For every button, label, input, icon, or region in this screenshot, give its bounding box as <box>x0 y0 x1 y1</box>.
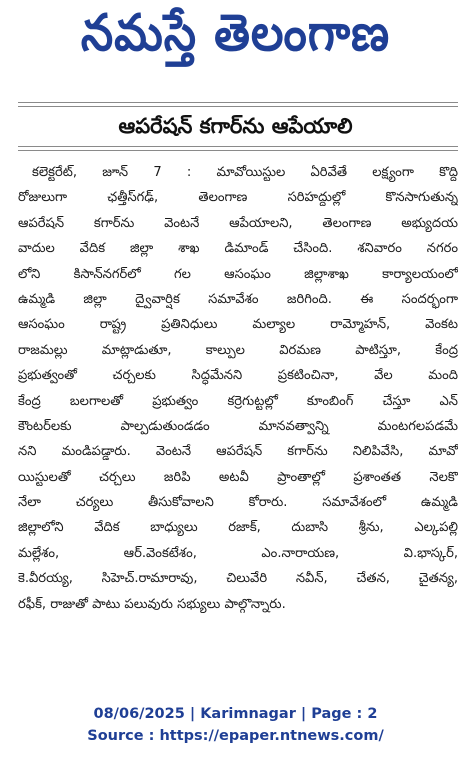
article-line: కె.వీరయ్య, సిహెచ్.రామారావు, చిలువేరి నవీన్, చేతన, చైతన్య, <box>18 571 458 587</box>
article-line: నని మండిపడ్డారు. వెంటనే ఆపరేషన్ కగార్‌ను నిలిపివేసి, మావో <box>18 444 458 460</box>
masthead-title: నమస్తే తెలంగాణ <box>80 2 391 63</box>
article-line: కౌంటర్‌లకు పాల్పడుతుండడం మానవత్వాన్ని మంటగలపడమే <box>18 418 458 434</box>
article-line: లోని కిసాన్‌నగర్‌లో గల ఆసంఘం జిల్లాశాఖ కార్యాలయంలో <box>18 266 458 282</box>
article-line: రోజులుగా ఛత్తీస్‌గఢ్, తెలంగాణ సరిహద్దుల్లో కొనసాగుతున్న <box>18 190 458 206</box>
article-line: ప్రభుత్వంతో చర్చలకు సిద్ధమేనని ప్రకటించినా, వేల మంది <box>18 368 458 384</box>
footer-source-link[interactable]: Source : https://epaper.ntnews.com/ <box>87 728 384 744</box>
article-line: ఆసంఘం రాష్ట్ర ప్రతినిధులు మల్యాల రామ్మోహన్, వెంకట <box>18 317 458 333</box>
article-line: కేంద్ర బలగాలతో ప్రభుత్వం కర్రెగుట్టల్లో కూంబింగ్ చేస్తూ ఎన్ <box>18 393 458 409</box>
article-line: రాజమల్లు మాట్లాడుతూ, కాల్పుల విరమణ పాటిస్తూ, కేంద్ర <box>18 342 458 358</box>
article-headline: ఆపరేషన్ కగార్‌ను ఆపేయాలి <box>118 114 353 138</box>
article-line: నేలా చర్యలు తీసుకోవాలని కోరారు. సమావేశంలో ఉమ్మడి <box>18 495 458 511</box>
newspaper-masthead <box>0 0 471 78</box>
article-line: మల్లేశం, ఆర్.వెంకటేశం, ఎం.నారాయణ, వి.భాస్కర్, <box>18 545 458 561</box>
article-line: వాదుల వేదిక జిల్లా శాఖ డిమాండ్ చేసింది. శనివారం నగరం <box>18 241 458 257</box>
headline-top-rule <box>18 102 458 103</box>
article-line: జిల్లాలోని వేదిక బాధ్యులు రజాక్, దుబాసి శ్రీను, ఎల్కపల్లి <box>18 520 458 536</box>
footer-date-edition: 08/06/2025 | Karimnagar | Page : 2 <box>93 706 378 722</box>
article-line: కలెక్టరేట్, జూన్ 7 : మావోయిస్టుల ఏరివేతే లక్ష్యంగా కొద్ది <box>32 165 458 180</box>
article-line: రఫీక్, రాజుతో పాటు పలువురు సభ్యులు పాల్గొన్నారు. <box>18 596 286 612</box>
article-line: ఆపరేషన్ కగార్‌ను వెంటనే ఆపేయాలని, తెలంగాణ అభ్యుదయ <box>18 215 458 231</box>
article-body <box>18 160 458 680</box>
page-footer <box>0 703 471 747</box>
headline-bottom-rule-inner <box>18 150 458 151</box>
headline-top-rule-inner <box>18 106 458 107</box>
article-line: యిస్టులతో చర్చలు జరిపి అటవీ ప్రాంతాల్లో ప్రశాంతత నెలకొ <box>18 469 458 485</box>
article-line: ఉమ్మడి జిల్లా ద్వైవార్షిక సమావేశం జరిగింది. ఈ సందర్భంగా <box>18 291 458 307</box>
headline-bottom-rule <box>18 146 458 147</box>
